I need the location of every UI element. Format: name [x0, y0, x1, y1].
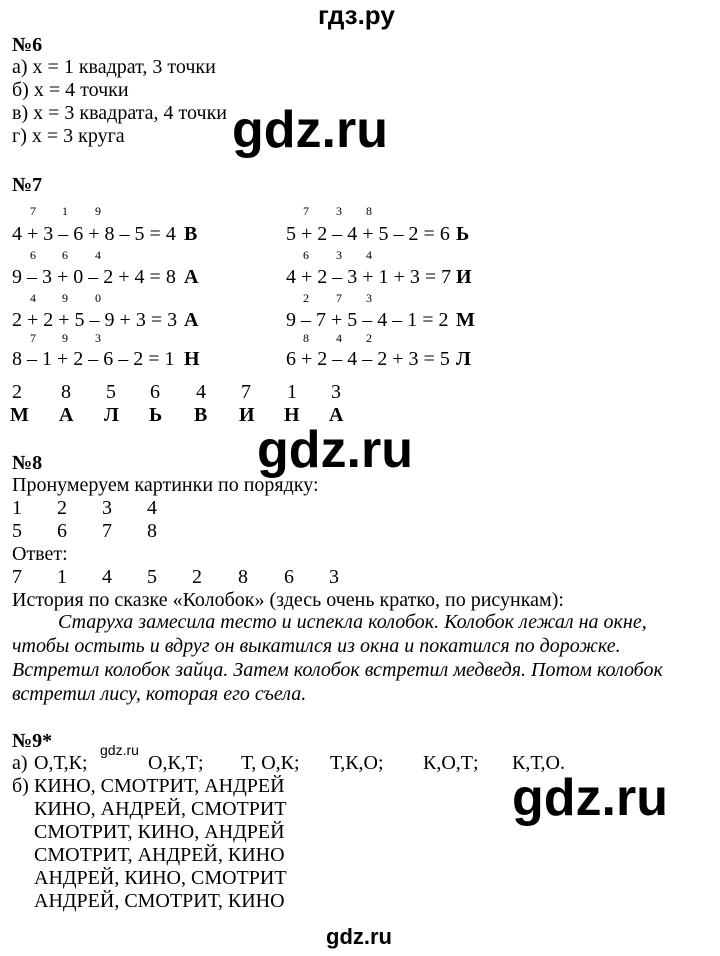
answer-letter: Н	[284, 404, 300, 426]
answer-letter: Л	[104, 404, 119, 426]
picture-number: 7	[102, 520, 112, 542]
task-9-b-label: б)	[12, 775, 29, 797]
permutation: Т, О,К;	[241, 752, 300, 774]
equation: 5 + 2 – 4 + 5 – 2 = 6	[286, 223, 450, 245]
answer-number: 8	[238, 566, 248, 588]
story-line: встретил лису, которая его съела.	[12, 683, 307, 705]
word-order-line: АНДРЕЙ, СМОТРИТ, КИНО	[34, 890, 285, 912]
sup-number: 7	[336, 291, 342, 305]
answer-letter: И	[239, 404, 255, 426]
sup-number: 7	[30, 204, 36, 218]
answer-number: 6	[150, 381, 160, 403]
sup-number: 4	[336, 331, 342, 345]
task-8-answer-label: Ответ:	[12, 543, 68, 565]
sup-number: 6	[62, 248, 68, 262]
equation: 8 – 1 + 2 – 6 – 2 = 1	[12, 348, 175, 370]
answer-letter: В	[194, 404, 208, 426]
equation: 9 – 7 + 5 – 4 – 1 = 2	[286, 309, 449, 331]
sup-number: 8	[303, 331, 309, 345]
answer-number: 7	[241, 381, 251, 403]
picture-number: 2	[57, 497, 67, 519]
answer-number: 5	[106, 381, 116, 403]
equation: 6 + 2 – 4 – 2 + 3 = 5	[286, 348, 450, 370]
sup-number: 9	[62, 291, 68, 305]
equation-letter: Н	[184, 348, 200, 370]
word-order-line: СМОТРИТ, КИНО, АНДРЕЙ	[34, 821, 285, 843]
sup-number: 4	[30, 291, 36, 305]
sup-number: 0	[95, 291, 101, 305]
sup-number: 4	[366, 248, 372, 262]
answer-number: 1	[287, 381, 297, 403]
answer-letter: А	[329, 404, 344, 426]
answer-number: 6	[284, 566, 294, 588]
answer-letter: М	[10, 404, 29, 426]
task-6-title: №6	[12, 34, 43, 56]
answer-number: 8	[61, 381, 71, 403]
answer-letter: А	[59, 404, 74, 426]
sup-number: 3	[336, 204, 342, 218]
equation-letter: М	[456, 309, 475, 331]
story-line: чтобы остыть и вдруг он выкатился из окна и покатился по дорожке.	[12, 635, 621, 657]
equation-letter: И	[456, 266, 472, 288]
sup-number: 6	[303, 248, 309, 262]
task-9-a-label: а)	[12, 752, 28, 774]
watermark: gdz.ru	[100, 742, 139, 758]
answer-number: 3	[329, 566, 339, 588]
task-7-title: №7	[12, 174, 43, 196]
answer-number: 3	[331, 381, 341, 403]
sup-number: 4	[95, 248, 101, 262]
watermark: gdz.ru	[512, 769, 668, 827]
word-order-line: АНДРЕЙ, КИНО, СМОТРИТ	[34, 867, 287, 889]
equation-letter: А	[184, 309, 199, 331]
equation: 4 + 3 – 6 + 8 – 5 = 4	[12, 223, 176, 245]
sup-number: 6	[30, 248, 36, 262]
permutation: К,Т,О.	[512, 752, 565, 774]
answer-number: 5	[147, 566, 157, 588]
sup-number: 1	[62, 204, 68, 218]
watermark-bottom: gdz.ru	[326, 924, 392, 949]
sup-number: 8	[366, 204, 372, 218]
answer-number: 4	[196, 381, 206, 403]
watermark: gdz.ru	[232, 101, 388, 159]
picture-number: 8	[147, 520, 157, 542]
sup-number: 2	[366, 331, 372, 345]
permutation: К,О,Т;	[423, 752, 479, 774]
equation: 2 + 2 + 5 – 9 + 3 = 3	[12, 309, 178, 331]
picture-number: 4	[147, 497, 157, 519]
equation-letter: Л	[456, 348, 471, 370]
permutation: О,К,Т;	[148, 752, 204, 774]
picture-number: 6	[57, 520, 67, 542]
equation: 4 + 2 – 3 + 1 + 3 = 7	[286, 266, 452, 288]
answer-number: 4	[102, 566, 112, 588]
word-order-line: КИНО, СМОТРИТ, АНДРЕЙ	[34, 775, 285, 797]
sup-number: 3	[95, 331, 101, 345]
sup-number: 3	[366, 291, 372, 305]
word-order-line: СМОТРИТ, АНДРЕЙ, КИНО	[34, 844, 285, 866]
sup-number: 9	[95, 204, 101, 218]
permutation: О,Т,К;	[34, 752, 88, 774]
equation-letter: В	[184, 223, 198, 245]
answer-letter: Ь	[149, 404, 163, 426]
sup-number: 3	[336, 248, 342, 262]
task-9-title: №9*	[12, 730, 53, 752]
picture-number: 5	[12, 520, 22, 542]
task-8-title: №8	[12, 452, 43, 474]
sup-number: 9	[62, 331, 68, 345]
answer-number: 2	[12, 381, 22, 403]
equation-letter: А	[184, 266, 199, 288]
answer-number: 1	[57, 566, 67, 588]
picture-number: 1	[12, 497, 22, 519]
task-8-story-intro: История по сказке «Колобок» (здесь очень кратко, по рисункам):	[12, 589, 564, 611]
picture-number: 3	[102, 497, 112, 519]
answer-number: 2	[192, 566, 202, 588]
sup-number: 7	[30, 331, 36, 345]
equation-letter: Ь	[456, 223, 470, 245]
task-6-line-d: г) х = 3 круга	[12, 125, 125, 147]
task-8-intro: Пронумеруем картинки по порядку:	[12, 474, 319, 496]
word-order-line: КИНО, АНДРЕЙ, СМОТРИТ	[34, 798, 287, 820]
answer-number: 7	[12, 566, 22, 588]
task-6-line-b: б) х = 4 точки	[12, 79, 129, 101]
task-6-line-c: в) х = 3 квадрата, 4 точки	[12, 102, 227, 124]
permutation: Т,К,О;	[330, 752, 384, 774]
watermark-top: гдз.ру	[318, 0, 395, 30]
story-line: Встретил колобок зайца. Затем колобок встретил медведя. Потом колобок	[12, 659, 663, 681]
task-6-line-a: а) х = 1 квадрат, 3 точки	[12, 56, 216, 78]
equation: 9 – 3 + 0 – 2 + 4 = 8	[12, 266, 176, 288]
story-line: Старуха замесила тесто и испекла колобок. Колобок лежал на окне,	[58, 611, 647, 633]
sup-number: 2	[303, 291, 309, 305]
watermark: gdz.ru	[257, 421, 413, 479]
sup-number: 7	[303, 204, 309, 218]
